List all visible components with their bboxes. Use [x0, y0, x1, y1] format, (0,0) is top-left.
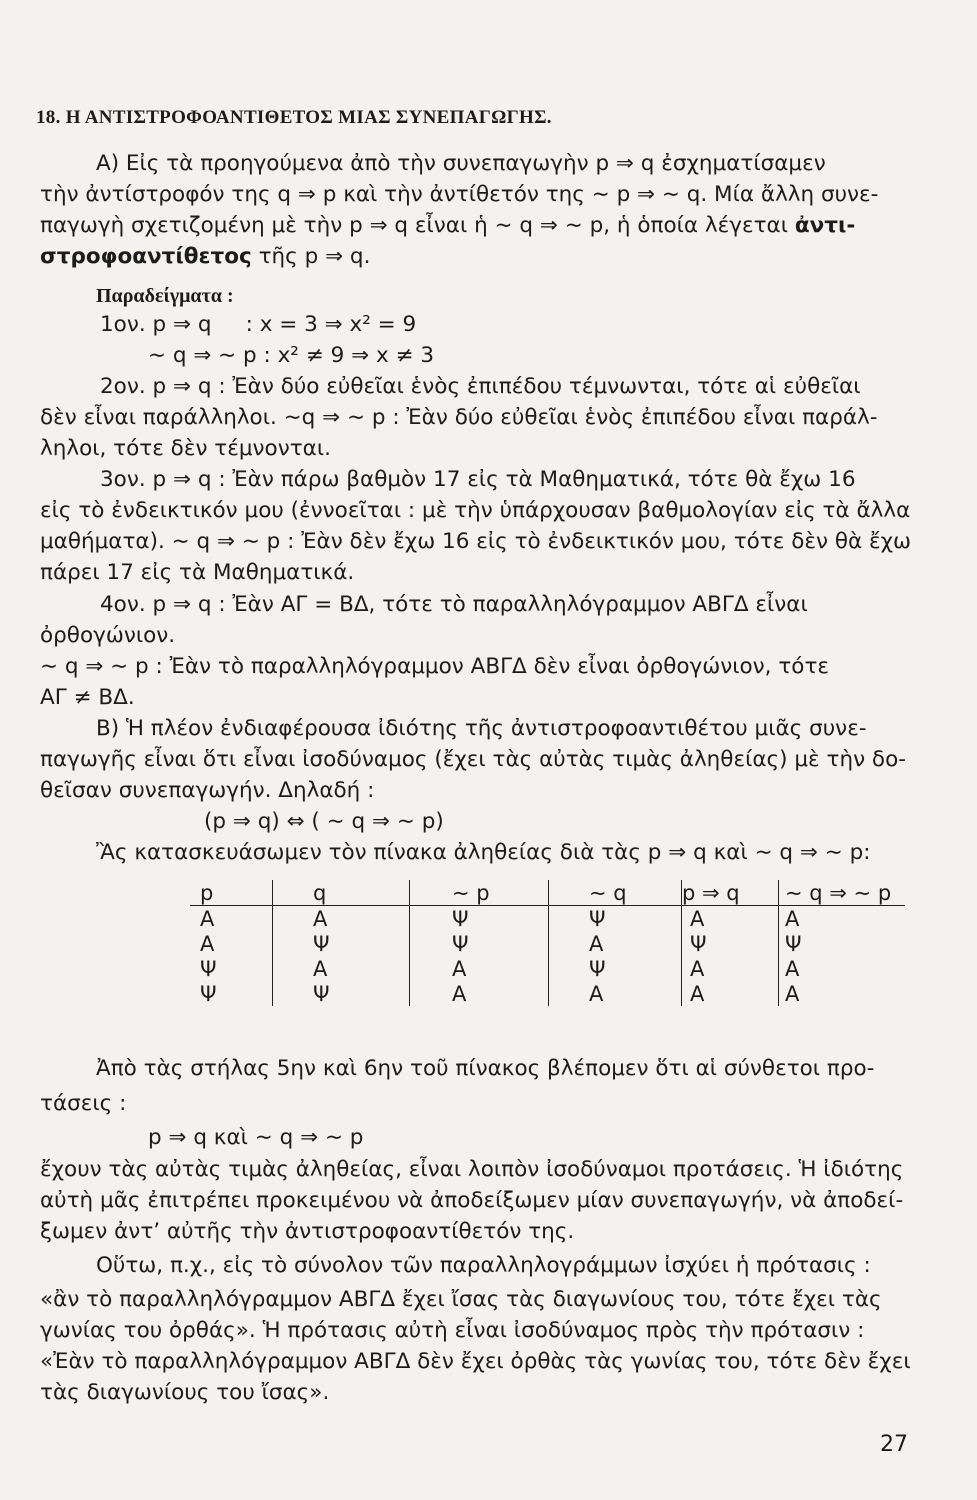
table-cell: Ψ — [549, 956, 682, 981]
table-header: p ⇒ q — [682, 880, 779, 906]
table-cell: Α — [549, 981, 682, 1006]
text-line-with-term — [40, 212, 855, 240]
table-cell: Α — [785, 981, 800, 1006]
text-line: ∼ q ⇒ ∼ p : Ἐὰν τὸ παραλληλόγραμμον ΑΒΓΔ δὲν εἶναι ὀρθογώνιον, τότε — [40, 654, 830, 679]
table-header: ∼ q — [549, 880, 682, 906]
text-line: αὐτὴ μᾶς ἐπιτρέπει προκειμένου νὰ ἀποδείξωμεν μίαν συνεπαγωγήν, νὰ ἀποδεί- — [40, 1188, 904, 1213]
text-line: τάσεις : — [40, 1091, 127, 1116]
text-line: τὰς διαγωνίους του ἴσας». — [40, 1380, 330, 1405]
example-line: 4ον. p ⇒ q : Ἐὰν ΑΓ = ΒΔ, τότε τὸ παραλληλόγραμμον ΑΒΓΔ εἶναι — [100, 592, 808, 617]
text-line: ἔχουν τὰς αὐτὰς τιμὰς ἀληθείας, εἶναι λοιπὸν ἰσοδύναμοι προτάσεις. Ἡ ἰδιότης — [40, 1157, 904, 1182]
table-header: ∼ p — [410, 880, 549, 906]
text-line: ΑΓ ≠ ΒΔ. — [40, 685, 135, 710]
table-cell: Ψ — [190, 956, 273, 981]
text-line: μαθήματα). ∼ q ⇒ ∼ p : Ἐὰν δὲν ἔχω 16 εἰς τὸ ἐνδεικτικόν μου, τότε δὲν θὰ ἔχω — [40, 529, 912, 554]
table-header: p — [190, 880, 273, 906]
text-line: Ἂς κατασκευάσωμεν τὸν πίνακα ἀληθείας διὰ τὰς p ⇒ q καὶ ∼ q ⇒ ∼ p: — [96, 840, 871, 865]
table-cell: Ψ — [549, 906, 682, 932]
text-line: Β) Ἡ πλέον ἐνδιαφέρουσα ἰδιότης τῆς ἀντιστροφοαντιθέτου μιᾶς συνε- — [96, 716, 867, 741]
table-cell: Α — [273, 956, 410, 981]
text-line: Ἀπὸ τὰς στήλας 5ην καὶ 6ην τοῦ πίνακος βλέπομεν ὅτι αἱ σύνθετοι προ- — [96, 1056, 875, 1081]
table-cell: Α — [785, 906, 800, 931]
text-line: «Ἐὰν τὸ παραλληλόγραμμον ΑΒΓΔ δὲν ἔχει ὀρθὰς τὰς γωνίας του, τότε δὲν ἔχει — [40, 1349, 911, 1374]
text-line: Α) Εἰς τὰ προηγούμενα ἀπὸ τὴν συνεπαγωγὴν p ⇒ q ἐσχηματίσαμεν — [96, 151, 826, 176]
table-header: q — [273, 880, 410, 906]
table-cell: Α — [273, 906, 410, 932]
table-cell: Α — [190, 906, 273, 932]
text-line: ξωμεν ἀντ’ αὐτῆς τὴν ἀντιστροφοαντίθετόν της. — [40, 1219, 575, 1244]
table-cell: Α — [410, 981, 549, 1006]
text-line: γωνίας του ὀρθάς». Ἡ πρότασις αὐτὴ εἶναι ἰσοδύναμος πρὸς τὴν πρότασιν : — [40, 1318, 865, 1343]
truth-table — [190, 880, 905, 1006]
text-line: ὀρθογώνιον. — [40, 623, 176, 648]
formula-line: p ⇒ q καὶ ∼ q ⇒ ∼ p — [148, 1125, 364, 1150]
text-fragment: τῆς p ⇒ q. — [258, 244, 371, 269]
text-line: θεῖσαν συνεπαγωγήν. Δηλαδή : — [40, 778, 375, 803]
table-header: ∼ q ⇒ ∼ p — [779, 880, 906, 906]
table-cell: Ψ — [190, 981, 273, 1006]
example-line: 1ον. p ⇒ q : x = 3 ⇒ x² = 9 — [100, 312, 417, 337]
table-header-row — [190, 880, 905, 906]
table-cell: Ψ — [682, 931, 779, 956]
table-cell: Ψ — [273, 981, 410, 1006]
example-line: ∼ q ⇒ ∼ p : x² ≠ 9 ⇒ x ≠ 3 — [148, 343, 435, 368]
term-fragment: ἀντι- — [794, 213, 856, 238]
text-line: δὲν εἶναι παράλληλοι. ∼q ⇒ ∼ p : Ἐὰν δύο εὐθεῖαι ἑνὸς ἐπιπέδου εἶναι παράλ- — [40, 405, 878, 430]
text-line: Οὕτω, π.χ., εἰς τὸ σύνολον τῶν παραλληλογράμμων ἰσχύει ἡ πρότασις : — [96, 1253, 871, 1278]
text-line: «ἂν τὸ παραλληλόγραμμον ΑΒΓΔ ἔχει ἴσας τὰς διαγωνίους του, τότε ἔχει τὰς — [40, 1287, 882, 1312]
table-row — [190, 931, 905, 956]
example-line: 3ον. p ⇒ q : Ἐὰν πάρω βαθμὸν 17 εἰς τὰ Μαθηματικά, τότε θὰ ἔχω 16 — [100, 467, 856, 492]
text-line-with-term — [40, 243, 370, 271]
table-cell: Α — [190, 931, 273, 956]
text-line: παγωγῆς εἶναι ὅτι εἶναι ἰσοδύναμος (ἔχει τὰς αὐτὰς τιμὰς ἀληθείας) μὲ τὴν δο- — [40, 747, 906, 772]
text-line: πάρει 17 εἰς τὰ Μαθηματικά. — [40, 560, 355, 585]
text-line: εἰς τὸ ἐνδεικτικόν μου (ἐννοεῖται : μὲ τὴν ὑπάρχουσαν βαθμολογίαν εἰς τὰ ἄλλα — [40, 498, 911, 523]
table-cell: Ψ — [785, 931, 802, 956]
examples-heading: Παραδείγματα : — [96, 285, 234, 307]
defined-term: στροφοαντίθετος — [40, 244, 252, 269]
table-row — [190, 956, 905, 981]
table-cell: Α — [682, 956, 779, 981]
table-cell: Ψ — [410, 906, 549, 932]
table-cell: Α — [549, 931, 682, 956]
example-line: 2ον. p ⇒ q : Ἐὰν δύο εὐθεῖαι ἑνὸς ἐπιπέδου τέμνωνται, τότε αἱ εὐθεῖαι — [100, 374, 861, 399]
text-fragment: παγωγὴ σχετιζομένη μὲ τὴν p ⇒ q εἶναι ἡ ∼ q ⇒ ∼ p, ἡ ὁποία λέγεται — [40, 213, 788, 238]
table-row — [190, 981, 905, 1006]
section-title: 18. Η ΑΝΤΙΣΤΡΟΦΟΑΝΤΙΘΕΤΟΣ ΜΙΑΣ ΣΥΝΕΠΑΓΩΓΗΣ. — [36, 107, 552, 128]
table-cell: Α — [410, 956, 549, 981]
table-row — [190, 906, 905, 932]
table-cell: Α — [682, 981, 779, 1006]
text-line: ληλοι, τότε δὲν τέμνονται. — [40, 436, 331, 461]
table-cell: Ψ — [273, 931, 410, 956]
equivalence-formula: (p ⇒ q) ⇔ ( ∼ q ⇒ ∼ p) — [204, 809, 444, 834]
table-cell: Α — [682, 906, 779, 932]
table-cell: Ψ — [410, 931, 549, 956]
text-line: τὴν ἀντίστροφόν της q ⇒ p καὶ τὴν ἀντίθετόν της ∼ p ⇒ ∼ q. Μία ἄλλη συνε- — [40, 182, 879, 207]
table-cell: Α — [785, 956, 800, 981]
page-number: 27 — [880, 1432, 908, 1457]
